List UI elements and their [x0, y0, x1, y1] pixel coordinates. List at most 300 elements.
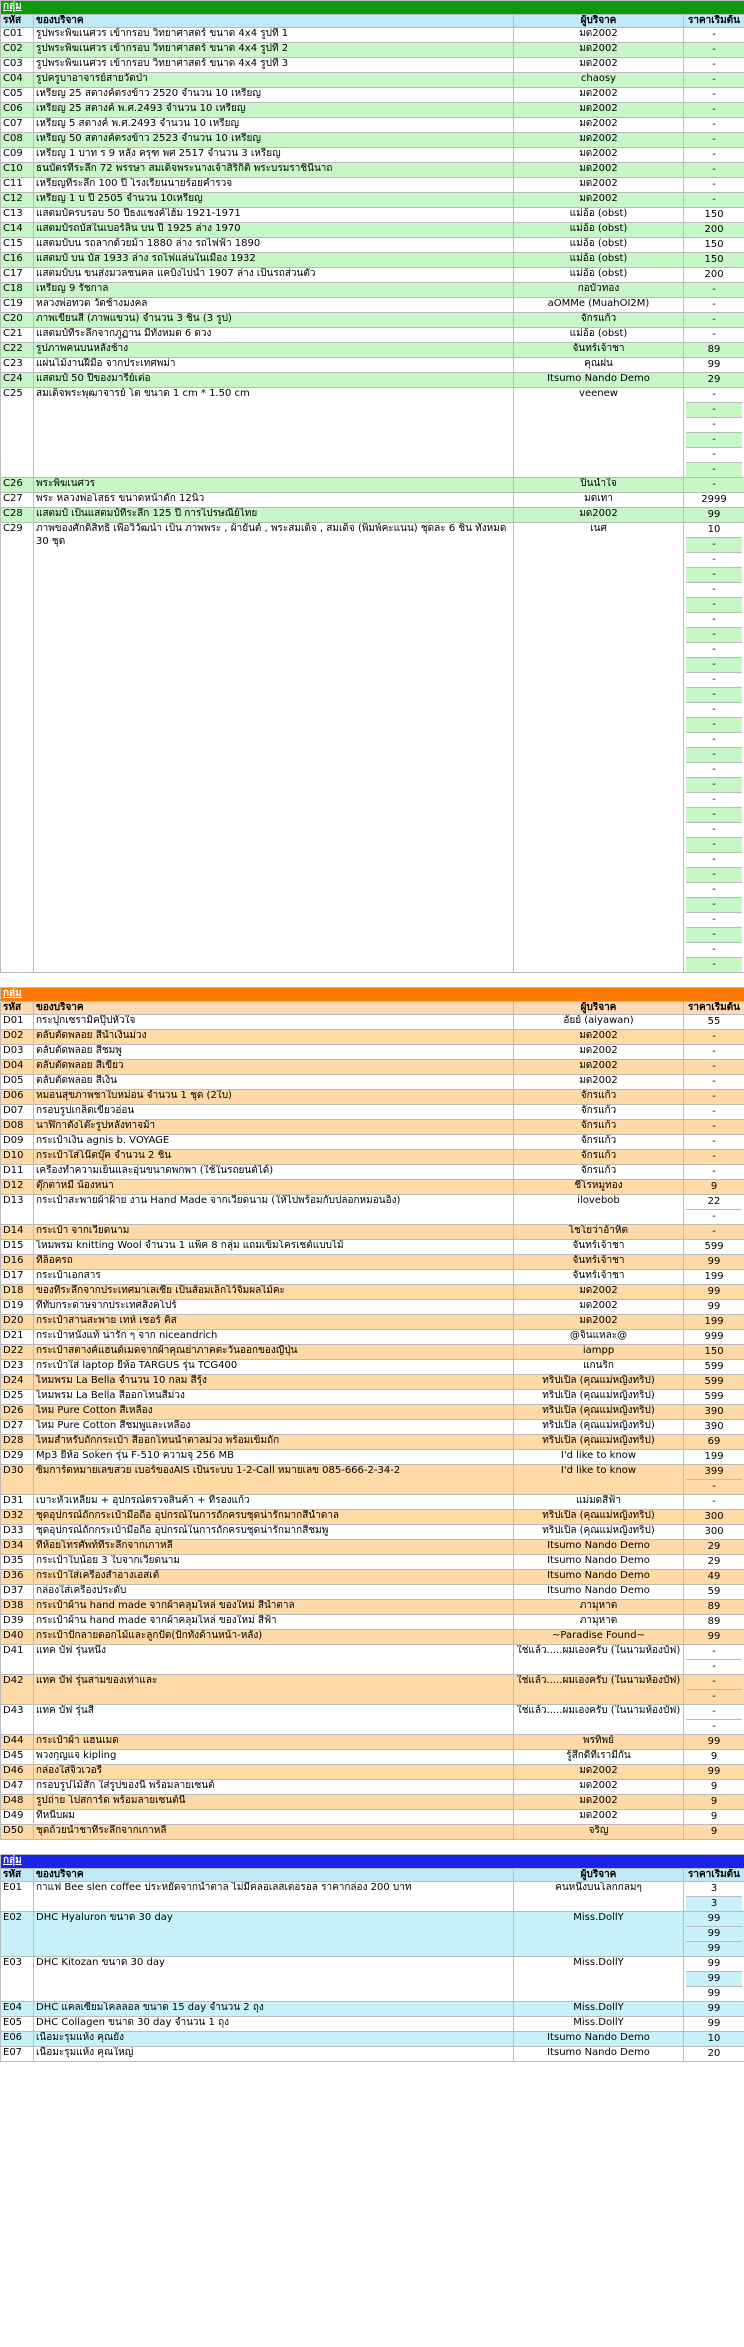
- price-line: 999: [704, 1331, 724, 1342]
- table-row: [1, 1705, 744, 1735]
- table-row: [1, 2017, 744, 2032]
- price-line: 69: [707, 1436, 721, 1447]
- row-code: C18: [1, 283, 34, 298]
- row-code: E02: [1, 1912, 34, 1957]
- row-prices: [684, 223, 744, 238]
- price-line: -: [686, 928, 742, 943]
- price-line: 10: [707, 2033, 721, 2044]
- row-code: D03: [1, 1045, 34, 1060]
- price-line: -: [686, 673, 742, 688]
- price-line: -: [712, 74, 716, 85]
- row-prices: [684, 313, 744, 328]
- column-header-row: [1, 14, 744, 28]
- row-code: D26: [1, 1405, 34, 1420]
- row-code: C17: [1, 268, 34, 283]
- row-code: E06: [1, 2032, 34, 2047]
- row-donor: รู้สึกดีที่เรามีกัน: [514, 1750, 684, 1765]
- table-row: [1, 133, 744, 148]
- row-donor: อัยย์ (aiyawan): [514, 1015, 684, 1030]
- price-line: -: [712, 59, 716, 70]
- row-donor: Itsumo Nando Demo: [514, 1555, 684, 1570]
- row-prices: [684, 1315, 744, 1330]
- row-prices: [684, 103, 744, 118]
- row-item: แสตมป์บน รถลากด้วยม้า 1880 ล่าง รถไฟฟ้า 1890: [34, 238, 514, 253]
- row-prices: [684, 343, 744, 358]
- row-item: กระเป๋าผ้าน hand made จากผ้าคลุมไหล่ ของใหม่ สีน้ำตาล: [34, 1600, 514, 1615]
- row-donor: มด2002: [514, 1300, 684, 1315]
- row-donor: แกนริก: [514, 1360, 684, 1375]
- price-line: 99: [707, 509, 721, 520]
- price-line: 99: [707, 2003, 721, 2014]
- row-code: D28: [1, 1435, 34, 1450]
- row-donor: แม่มดสีฟ้า: [514, 1495, 684, 1510]
- row-donor: iampp: [514, 1345, 684, 1360]
- row-donor: จักรแก้ว: [514, 1165, 684, 1180]
- row-donor: aOMMe (MuahOI2M): [514, 298, 684, 313]
- price-line: -: [686, 418, 742, 433]
- row-prices: [684, 43, 744, 58]
- row-prices: [684, 328, 744, 343]
- row-item: กระเป๋าใส่เครื่องสำอางเอสเต้: [34, 1570, 514, 1585]
- group-table-2: [0, 987, 744, 1840]
- row-code: D45: [1, 1750, 34, 1765]
- row-code: C22: [1, 343, 34, 358]
- row-donor: มด2002: [514, 508, 684, 523]
- price-line: 99: [707, 1631, 721, 1642]
- table-row: [1, 2002, 744, 2017]
- price-line: 200: [704, 269, 724, 280]
- table-row: [1, 1360, 744, 1375]
- row-code: C03: [1, 58, 34, 73]
- price-line: -: [686, 868, 742, 883]
- row-donor: Itsumo Nando Demo: [514, 1540, 684, 1555]
- price-line: 599: [704, 1241, 724, 1252]
- price-line: 99: [707, 1988, 721, 1999]
- row-code: D25: [1, 1390, 34, 1405]
- price-line: 29: [707, 1556, 721, 1567]
- row-prices: [684, 268, 744, 283]
- row-donor: Itsumo Nando Demo: [514, 373, 684, 388]
- row-donor: มด2002: [514, 178, 684, 193]
- row-prices: [684, 1810, 744, 1825]
- row-prices: [684, 508, 744, 523]
- row-donor: ทริปเปิ้ล (คุณแม่หญิงทริป): [514, 1435, 684, 1450]
- price-line: 9: [710, 1751, 718, 1762]
- row-donor: I'd like to know: [514, 1450, 684, 1465]
- price-line: 22: [686, 1195, 742, 1210]
- price-line: -: [686, 463, 742, 477]
- row-code: D39: [1, 1615, 34, 1630]
- row-donor: veenew: [514, 388, 684, 478]
- table-row: [1, 1120, 744, 1135]
- row-code: D14: [1, 1225, 34, 1240]
- price-line: -: [686, 613, 742, 628]
- row-item: พระ หลวงพ่อโสธร ขนาดหน้าตัก 12นิ้ว: [34, 493, 514, 508]
- row-code: D50: [1, 1825, 34, 1840]
- price-line: 10: [686, 523, 742, 538]
- price-line: 390: [704, 1406, 724, 1417]
- price-line: 199: [704, 1316, 724, 1327]
- price-line: -: [712, 1721, 716, 1732]
- table-row: [1, 103, 744, 118]
- price-line: 99: [707, 1736, 721, 1747]
- row-donor: ทริปเปิ้ล (คุณแม่หญิงทริป): [514, 1510, 684, 1525]
- row-donor: มด2002: [514, 28, 684, 43]
- row-donor: แม่อ้อ (obst): [514, 238, 684, 253]
- row-code: E01: [1, 1882, 34, 1912]
- row-prices: [684, 1240, 744, 1255]
- price-line: -: [686, 793, 742, 808]
- row-item: แทค บัฟ รุ่นหนึ่ง: [34, 1645, 514, 1675]
- row-prices: [684, 283, 744, 298]
- row-code: D18: [1, 1285, 34, 1300]
- table-row: [1, 1882, 744, 1912]
- row-code: D15: [1, 1240, 34, 1255]
- row-donor: chaosy: [514, 73, 684, 88]
- row-item: Mp3 ยี่ห้อ Soken รุ่น F-510 ความจุ 256 MB: [34, 1450, 514, 1465]
- price-line: -: [712, 314, 716, 325]
- row-code: C13: [1, 208, 34, 223]
- row-code: D30: [1, 1465, 34, 1495]
- group-table-3: [0, 1854, 744, 2062]
- row-code: D37: [1, 1585, 34, 1600]
- row-code: C23: [1, 358, 34, 373]
- row-item: ไหม Pure Cotton สีชมพูและเหลือง: [34, 1420, 514, 1435]
- price-line: 99: [707, 1301, 721, 1312]
- row-item: แทค บัฟ รุ่นสามของเท่าและ: [34, 1675, 514, 1705]
- row-item: ไหมพรม La Bella สีออกโทนสีม่วง: [34, 1390, 514, 1405]
- price-line: 29: [707, 374, 721, 385]
- row-donor: ทริปเปิ้ล (คุณแม่หญิงทริป): [514, 1405, 684, 1420]
- row-code: C25: [1, 388, 34, 478]
- row-donor: Miss.DollY: [514, 2017, 684, 2032]
- row-donor: มด2002: [514, 1285, 684, 1300]
- row-donor: จักรแก้ว: [514, 313, 684, 328]
- table-row: [1, 1435, 744, 1450]
- row-prices: [684, 1195, 744, 1225]
- row-item: รูปพระพิฆเนศวร เข้ากรอบ วิทยาศาสตร์ ขนาด 4x4 รูปที่ 3: [34, 58, 514, 73]
- row-donor: มด2002: [514, 1030, 684, 1045]
- row-prices: [684, 1060, 744, 1075]
- table-row: [1, 1810, 744, 1825]
- row-item: กระเป๋าใส่โน๊ตบุ๊ค จำนวน 2 ชิ้น: [34, 1150, 514, 1165]
- row-donor: มด2002: [514, 1315, 684, 1330]
- price-line: 99: [707, 1286, 721, 1297]
- row-item: สมเด็จพระพุฒาจารย์ โต ขนาด 1 cm * 1.50 cm: [34, 388, 514, 478]
- row-donor: จริญ: [514, 1825, 684, 1840]
- row-donor: ชีโรหมูทอง: [514, 1180, 684, 1195]
- table-row: [1, 253, 744, 268]
- row-prices: [684, 1675, 744, 1705]
- price-line: -: [686, 553, 742, 568]
- table-row: [1, 1225, 744, 1240]
- row-donor: ภามุหาต: [514, 1615, 684, 1630]
- header-item: ของบริจาค: [34, 1001, 514, 1015]
- header-donor: ผู้บริจาค: [514, 1001, 684, 1015]
- price-line: -: [712, 164, 716, 175]
- price-line: -: [686, 883, 742, 898]
- table-row: [1, 508, 744, 523]
- row-prices: [684, 1120, 744, 1135]
- row-prices: [684, 2017, 744, 2032]
- row-code: D36: [1, 1570, 34, 1585]
- header-code: รหัส: [1, 1001, 34, 1015]
- price-line: -: [712, 1166, 716, 1177]
- row-prices: [684, 1420, 744, 1435]
- row-code: D40: [1, 1630, 34, 1645]
- row-prices: [684, 1330, 744, 1345]
- table-row: [1, 1465, 744, 1495]
- row-donor: Miss.DollY: [514, 1912, 684, 1957]
- table-row: [1, 1255, 744, 1270]
- row-code: D43: [1, 1705, 34, 1735]
- row-item: เหรียญ 1 บาท ร 9 หลัง ครุฑ พศ 2517 จำนวน 3 เหรียญ: [34, 148, 514, 163]
- row-donor: Itsumo Nando Demo: [514, 1570, 684, 1585]
- row-donor: มด2002: [514, 1780, 684, 1795]
- price-line: -: [686, 823, 742, 838]
- table-row: [1, 163, 744, 178]
- table-row: [1, 1060, 744, 1075]
- row-prices: [684, 1510, 744, 1525]
- row-item: รูปถ่าย โปสการ์ด พร้อมลายเซนต์นี้: [34, 1795, 514, 1810]
- row-item: เหรียญ 25 สตางค์ พ.ศ.2493 จำนวน 10 เหรียญ: [34, 103, 514, 118]
- price-line: -: [712, 149, 716, 160]
- table-row: [1, 1300, 744, 1315]
- row-code: C12: [1, 193, 34, 208]
- row-item: ตลับตัดพลอย สีน้ำเงินม่วง: [34, 1030, 514, 1045]
- table-row: [1, 1765, 744, 1780]
- price-line: -: [686, 958, 742, 972]
- table-row: [1, 1750, 744, 1765]
- row-prices: [684, 193, 744, 208]
- row-prices: [684, 58, 744, 73]
- row-code: D13: [1, 1195, 34, 1225]
- row-item: เบาะหัวเหลี่ยม + อุปกรณ์ตรวจสินค้า + ที่รองแก้ว: [34, 1495, 514, 1510]
- price-line: 99: [686, 1912, 742, 1927]
- row-donor: มด2002: [514, 193, 684, 208]
- table-row: [1, 58, 744, 73]
- row-code: D24: [1, 1375, 34, 1390]
- row-donor: ทริปเปิ้ล (คุณแม่หญิงทริป): [514, 1420, 684, 1435]
- row-prices: [684, 1555, 744, 1570]
- row-code: D48: [1, 1795, 34, 1810]
- table-row: [1, 1795, 744, 1810]
- row-code: D23: [1, 1360, 34, 1375]
- row-prices: [684, 1225, 744, 1240]
- row-item: เนื้อมะรุมแห้ง คุณยัง: [34, 2032, 514, 2047]
- row-donor: มด2002: [514, 163, 684, 178]
- row-prices: [684, 2032, 744, 2047]
- row-item: กระเป๋าสานสะพาย เทห์ เชอร์ คิส: [34, 1315, 514, 1330]
- group-table-1: [0, 0, 744, 973]
- row-prices: [684, 1645, 744, 1675]
- table-row: [1, 1630, 744, 1645]
- row-prices: [684, 73, 744, 88]
- row-code: D20: [1, 1315, 34, 1330]
- row-prices: [684, 148, 744, 163]
- row-item: เหรียญ 50 สตางค์ตรงข้าว 2523 จำนวน 10 เหรียญ: [34, 133, 514, 148]
- row-donor: จันทร์เจ้าชา: [514, 1240, 684, 1255]
- price-line: 200: [704, 224, 724, 235]
- row-donor: ภามุหาต: [514, 1600, 684, 1615]
- price-line: 99: [686, 1927, 742, 1942]
- row-donor: ทริปเปิ้ล (คุณแม่หญิงทริป): [514, 1390, 684, 1405]
- row-donor: มด2002: [514, 103, 684, 118]
- row-code: D38: [1, 1600, 34, 1615]
- price-line: -: [686, 388, 742, 403]
- price-line: -: [686, 763, 742, 778]
- row-item: กระปุกเซรามิคปุ๊ปหัวใจ: [34, 1015, 514, 1030]
- row-prices: [684, 1495, 744, 1510]
- price-line: -: [686, 538, 742, 553]
- row-prices: [684, 1270, 744, 1285]
- table-row: [1, 1330, 744, 1345]
- row-donor: มด2002: [514, 43, 684, 58]
- price-line: -: [686, 658, 742, 673]
- price-line: -: [686, 583, 742, 598]
- row-prices: [684, 253, 744, 268]
- row-prices: [684, 1345, 744, 1360]
- row-item: ธนบัตรที่ระลึก 72 พรรษา สมเด็จพระนางเจ้าสิริกิติ์ พระบรมราชินีนาถ: [34, 163, 514, 178]
- row-donor: กอบัวทอง: [514, 283, 684, 298]
- price-line: 150: [704, 209, 724, 220]
- row-donor: Itsumo Nando Demo: [514, 2032, 684, 2047]
- row-item: กล่องใส่เครื่องประดับ: [34, 1585, 514, 1600]
- row-prices: [684, 1165, 744, 1180]
- row-donor: ไชโยว่าอ้าหิต: [514, 1225, 684, 1240]
- table-row: [1, 43, 744, 58]
- row-donor: มด2002: [514, 1060, 684, 1075]
- row-code: D10: [1, 1150, 34, 1165]
- row-prices: [684, 1780, 744, 1795]
- row-prices: [684, 1750, 744, 1765]
- header-item: ของบริจาค: [34, 14, 514, 28]
- table-row: [1, 493, 744, 508]
- row-donor: แม่อ้อ (obst): [514, 253, 684, 268]
- price-line: -: [712, 284, 716, 295]
- table-row: [1, 28, 744, 43]
- table-row: [1, 238, 744, 253]
- row-code: D34: [1, 1540, 34, 1555]
- price-line: 9: [710, 1181, 718, 1192]
- row-prices: [684, 1285, 744, 1300]
- row-code: C14: [1, 223, 34, 238]
- price-line: -: [712, 1481, 716, 1492]
- row-code: C05: [1, 88, 34, 103]
- price-line: -: [712, 44, 716, 55]
- table-row: [1, 88, 744, 103]
- row-prices: [684, 1825, 744, 1840]
- row-code: C09: [1, 148, 34, 163]
- price-line: -: [712, 1031, 716, 1042]
- row-code: D11: [1, 1165, 34, 1180]
- row-item: ตลับตัดพลอย สีชมพู: [34, 1045, 514, 1060]
- table-row: [1, 1540, 744, 1555]
- row-item: แทค บัฟ รุ่นสี่: [34, 1705, 514, 1735]
- price-line: -: [686, 808, 742, 823]
- table-row: [1, 1345, 744, 1360]
- table-row: [1, 313, 744, 328]
- table-row: [1, 328, 744, 343]
- table-row: [1, 1555, 744, 1570]
- table-row: [1, 193, 744, 208]
- row-prices: [684, 1105, 744, 1120]
- price-line: -: [712, 1211, 716, 1222]
- row-donor: จันทร์เจ้าชา: [514, 1255, 684, 1270]
- price-line: 49: [707, 1571, 721, 1582]
- table-row: [1, 1780, 744, 1795]
- group-spacer: [0, 1840, 744, 1854]
- price-line: 199: [704, 1451, 724, 1462]
- table-row: [1, 1090, 744, 1105]
- group-title-row: [1, 988, 744, 1002]
- row-prices: [684, 1570, 744, 1585]
- row-donor: ใช่แล้ว.....ผมเองครับ (ในนามห้องบัฟ): [514, 1645, 684, 1675]
- price-line: 3: [686, 1882, 742, 1897]
- row-prices: [684, 358, 744, 373]
- price-line: -: [712, 1076, 716, 1087]
- price-line: -: [686, 718, 742, 733]
- row-item: ชุดอุปกรณ์ถักกระเป๋ามือถือ อุปกรณ์ในการถักครบชุดน่ารักมากสีชมพู: [34, 1525, 514, 1540]
- row-prices: [684, 1045, 744, 1060]
- row-donor: จักรแก้ว: [514, 1120, 684, 1135]
- row-item: เหรียญ 1 บ ปี 2505 จำนวน 10เหรียญ: [34, 193, 514, 208]
- price-line: -: [686, 448, 742, 463]
- price-line: -: [712, 479, 716, 490]
- row-item: เหรียญ 5 สตางค์ พ.ศ.2493 จำนวน 10 เหรียญ: [34, 118, 514, 133]
- table-row: [1, 1420, 744, 1435]
- row-code: D21: [1, 1330, 34, 1345]
- row-item: เหรียญ 9 รัชกาล: [34, 283, 514, 298]
- row-item: ซิมการ์ดหมายเลขสวย เบอร์ของAIS เป็นระบบ 1-2-Call หมายเลข 085-666-2-34-2: [34, 1465, 514, 1495]
- row-donor: มด2002: [514, 88, 684, 103]
- row-item: กระเป๋า จากเวียดนาม: [34, 1225, 514, 1240]
- row-prices: [684, 1135, 744, 1150]
- price-line: -: [686, 568, 742, 583]
- price-line: -: [712, 104, 716, 115]
- price-line: 199: [704, 1271, 724, 1282]
- group-title: กลุ่ม: [1, 1855, 744, 1869]
- row-prices: [684, 373, 744, 388]
- row-donor: เนศ: [514, 523, 684, 973]
- group-title: กลุ่ม: [1, 988, 744, 1002]
- price-line: 150: [704, 254, 724, 265]
- row-code: C16: [1, 253, 34, 268]
- row-prices: [684, 478, 744, 493]
- price-line: -: [686, 733, 742, 748]
- table-row: [1, 1135, 744, 1150]
- row-prices: [684, 1465, 744, 1495]
- price-line: -: [686, 748, 742, 763]
- table-row: [1, 1180, 744, 1195]
- table-row: [1, 2032, 744, 2047]
- price-line: -: [712, 1091, 716, 1102]
- row-item: กระเป๋าผ้าน hand made จากผ้าคลุมไหล่ ของใหม่ สีฟ้า: [34, 1615, 514, 1630]
- row-code: D49: [1, 1810, 34, 1825]
- row-donor: มด2002: [514, 133, 684, 148]
- price-line: -: [686, 688, 742, 703]
- row-prices: [684, 1300, 744, 1315]
- price-line: -: [712, 299, 716, 310]
- table-row: [1, 178, 744, 193]
- row-code: C01: [1, 28, 34, 43]
- row-prices: [684, 1390, 744, 1405]
- row-donor: Itsumo Nando Demo: [514, 2047, 684, 2062]
- row-code: D27: [1, 1420, 34, 1435]
- header-code: รหัส: [1, 14, 34, 28]
- row-item: แสตมป์ เป็นแสตมป์ที่ระลึก 125 ปี การไปรษณีย์ไทย: [34, 508, 514, 523]
- row-item: กระเป๋าเงิน agnis b. VOYAGE: [34, 1135, 514, 1150]
